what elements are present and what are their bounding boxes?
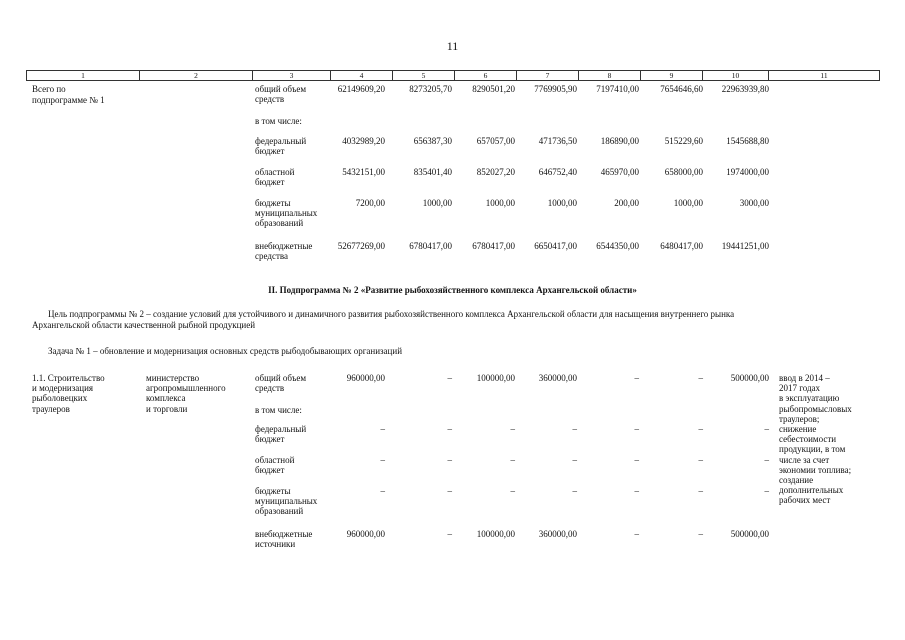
column-header: 2 (140, 71, 253, 81)
funding-value: 8290501,20 (472, 84, 515, 94)
funding-value: 1000,00 (673, 198, 703, 208)
executor-line: агропромышленного (146, 383, 226, 394)
expected-result-line: рабочих мест (779, 495, 831, 506)
column-header: 7 (517, 71, 579, 81)
executor-line: министерство (146, 373, 200, 383)
funding-value: 7769905,90 (534, 84, 577, 94)
task-text: Задача № 1 – обновление и модернизация основных средств рыбодобывающих организаций (48, 346, 403, 356)
funding-value: – (698, 373, 703, 383)
goal-text-line2: Архангельской области качественной рыбной продукцией (32, 320, 256, 330)
funding-source-label: бюджеты (255, 486, 291, 496)
funding-value: 360000,00 (538, 529, 577, 539)
column-header: 5 (393, 71, 455, 81)
funding-source-label: в том числе: (255, 116, 302, 126)
funding-value: 657057,00 (476, 136, 515, 146)
column-header: 4 (331, 71, 393, 81)
column-header: 6 (455, 71, 517, 81)
expected-result-line: траулеров; (779, 413, 820, 424)
funding-value: – (698, 486, 703, 496)
funding-source-label: федеральный (255, 136, 307, 146)
funding-value: 471736,50 (538, 136, 577, 146)
funding-value: – (572, 424, 577, 434)
funding-source-label: бюджет (255, 465, 285, 476)
expected-result-line: снижение (779, 424, 817, 434)
funding-value: 960000,00 (346, 373, 385, 383)
funding-source-label: общий объем (255, 84, 307, 94)
funding-source-label: в том числе: (255, 405, 302, 415)
funding-value: 62149609,20 (337, 84, 385, 94)
funding-source-label: средства (255, 251, 289, 262)
funding-value: – (634, 424, 639, 434)
executor-line: комплекса (146, 393, 186, 404)
funding-value: 100000,00 (476, 529, 515, 539)
funding-value: – (698, 424, 703, 434)
funding-value: 19441251,00 (721, 241, 769, 251)
funding-value: 852027,20 (476, 167, 515, 177)
funding-value: 6780417,00 (409, 241, 452, 251)
funding-source-label: бюджет (255, 434, 285, 445)
expected-result-line: экономии топлива; (779, 464, 852, 475)
funding-value: 515229,60 (664, 136, 703, 146)
expected-result-line: 2017 годах (779, 383, 821, 394)
funding-value: 7200,00 (355, 198, 385, 208)
funding-value: 1545688,80 (726, 136, 769, 146)
page-number: 11 (446, 39, 459, 53)
activity-name-line: 1.1. Строительство (32, 373, 105, 383)
column-header: 3 (253, 71, 331, 81)
funding-value: 960000,00 (346, 529, 385, 539)
funding-value: 7197410,00 (596, 84, 639, 94)
funding-source-label: образований (255, 506, 304, 517)
column-header: 11 (769, 71, 880, 81)
funding-value: – (447, 455, 452, 465)
funding-value: – (698, 455, 703, 465)
funding-value: 186890,00 (600, 136, 639, 146)
funding-value: 500000,00 (730, 373, 769, 383)
funding-value: 658000,00 (664, 167, 703, 177)
funding-value: 100000,00 (476, 373, 515, 383)
funding-source-label: бюджеты (255, 198, 291, 208)
funding-value: 500000,00 (730, 529, 769, 539)
funding-source-label: общий объем (255, 373, 307, 383)
expected-result-line: числе за счет (779, 454, 830, 465)
funding-value: 4032989,20 (342, 136, 385, 146)
column-header-row (26, 70, 880, 81)
funding-value: 200,00 (614, 198, 639, 208)
block1-label-line: подпрограмме № 1 (32, 95, 105, 105)
section-heading: II. Подпрограмма № 2 «Развитие рыбохозяйственного комплекса Архангельской области» (268, 285, 637, 295)
funding-value: – (764, 455, 769, 465)
activity-name-line: рыболовецких (32, 393, 88, 404)
activity-name-line: и модернизация (32, 383, 94, 394)
column-header: 10 (703, 71, 769, 81)
funding-value: 646752,40 (538, 167, 577, 177)
funding-source-label: средств (255, 94, 285, 105)
funding-value: – (380, 455, 385, 465)
expected-result-line: рыбопромысловых (779, 403, 852, 414)
goal-text-line1: Цель подпрограммы № 2 – создание условий для устойчивого и динамичного развития рыбохозяйственного комплекса Архангельской области для насыщения внутреннего рынка (48, 309, 735, 319)
funding-value: 1000,00 (485, 198, 515, 208)
expected-result-line: в эксплуатацию (779, 393, 840, 404)
funding-value: 3000,00 (739, 198, 769, 208)
funding-source-label: бюджет (255, 177, 285, 188)
funding-value: 22963939,80 (721, 84, 769, 94)
funding-source-label: внебюджетные (255, 241, 313, 251)
funding-value: – (634, 373, 639, 383)
funding-source-label: муниципальных (255, 496, 318, 507)
executor-line: и торговли (146, 403, 188, 414)
funding-value: 1000,00 (422, 198, 452, 208)
funding-value: – (572, 486, 577, 496)
funding-source-label: средств (255, 383, 285, 394)
funding-source-label: муниципальных (255, 208, 318, 219)
funding-value: – (510, 486, 515, 496)
activity-name-line: траулеров (32, 403, 70, 414)
funding-value: – (447, 529, 452, 539)
funding-source-label: областной (255, 167, 295, 177)
block1-label-line: Всего по (32, 84, 66, 94)
funding-value: 360000,00 (538, 373, 577, 383)
column-header: 9 (641, 71, 703, 81)
funding-source-label: федеральный (255, 424, 307, 434)
funding-value: – (380, 424, 385, 434)
funding-value: 835401,40 (413, 167, 452, 177)
funding-value: – (764, 486, 769, 496)
funding-value: 656387,30 (413, 136, 452, 146)
column-header: 8 (579, 71, 641, 81)
funding-value: – (764, 424, 769, 434)
funding-source-label: источники (255, 539, 296, 550)
funding-source-label: областной (255, 455, 295, 465)
funding-value: – (698, 529, 703, 539)
expected-result-line: дополнительных (779, 485, 844, 496)
expected-result-line: ввод в 2014 – (779, 373, 830, 383)
funding-value: – (380, 486, 385, 496)
funding-value: – (447, 486, 452, 496)
funding-value: – (447, 424, 452, 434)
funding-value: – (510, 424, 515, 434)
funding-value: 52677269,00 (337, 241, 385, 251)
funding-value: 1000,00 (547, 198, 577, 208)
expected-result-line: продукции, в том (779, 444, 846, 455)
funding-value: 6480417,00 (660, 241, 703, 251)
funding-value: – (510, 455, 515, 465)
column-header: 1 (27, 71, 140, 81)
funding-value: – (634, 529, 639, 539)
funding-value: 6650417,00 (534, 241, 577, 251)
expected-result-line: себестоимости (779, 434, 837, 445)
funding-value: 5432151,00 (342, 167, 385, 177)
funding-source-label: бюджет (255, 146, 285, 157)
funding-value: 8273205,70 (409, 84, 452, 94)
funding-value: 6780417,00 (472, 241, 515, 251)
funding-source-label: внебюджетные (255, 529, 313, 539)
expected-result-line: создание (779, 475, 814, 485)
funding-value: – (634, 455, 639, 465)
funding-value: – (447, 373, 452, 383)
funding-source-label: образований (255, 218, 304, 229)
funding-value: – (572, 455, 577, 465)
funding-value: 1974000,00 (726, 167, 769, 177)
funding-value: – (634, 486, 639, 496)
funding-value: 7654646,60 (660, 84, 703, 94)
funding-value: 465970,00 (600, 167, 639, 177)
funding-value: 6544350,00 (596, 241, 639, 251)
